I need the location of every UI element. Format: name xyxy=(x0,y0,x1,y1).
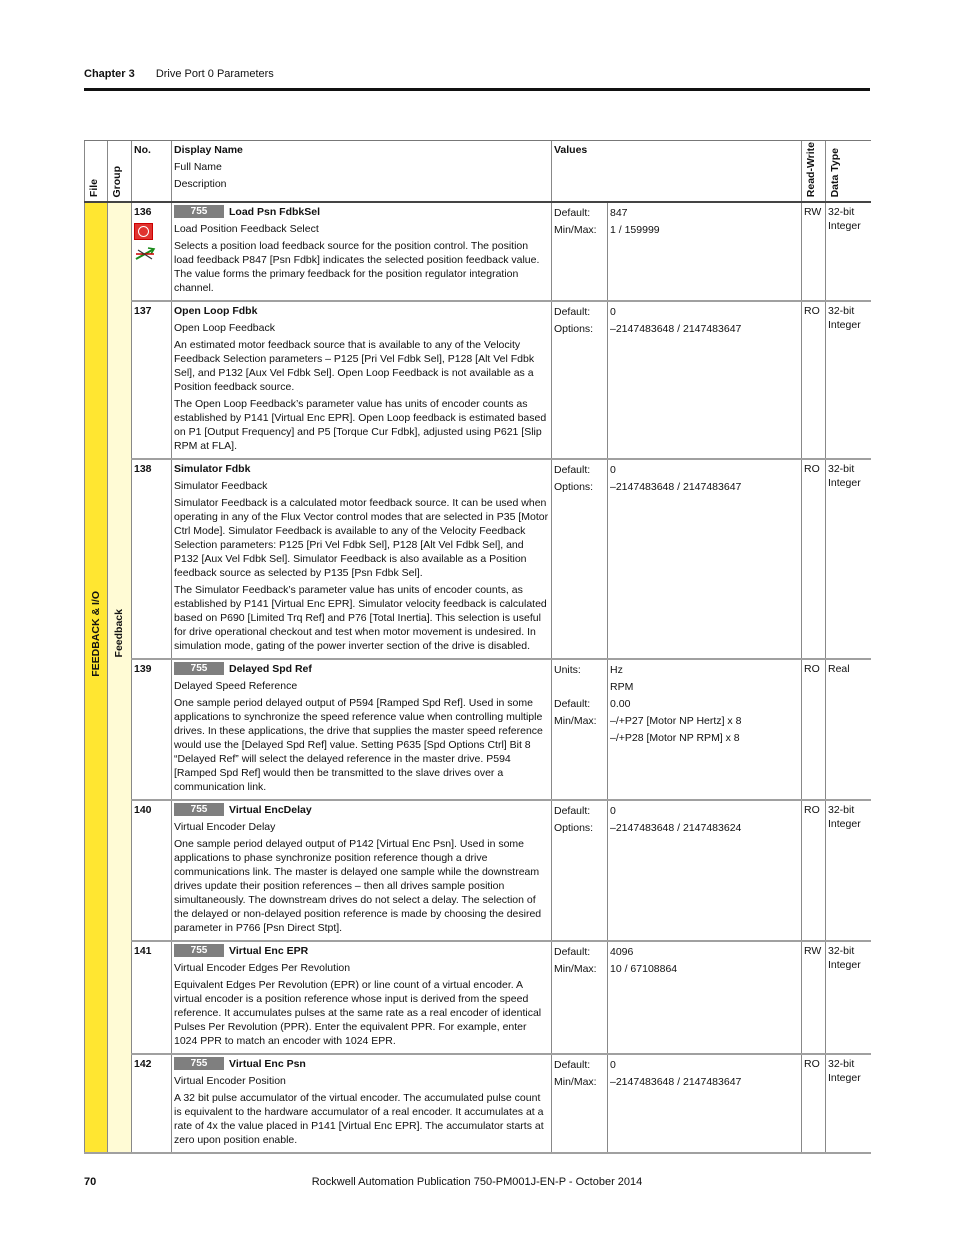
product-badge: 755 xyxy=(174,944,224,957)
value-range: –2147483648 / 2147483647 xyxy=(610,323,742,335)
product-badge: 755 xyxy=(174,662,224,675)
value-range: –2147483648 / 2147483647 xyxy=(610,481,742,493)
value-default: 847 xyxy=(610,207,628,219)
col-no: No. xyxy=(132,141,172,203)
col-file: File xyxy=(88,178,100,197)
group-cell xyxy=(108,202,132,1153)
value-range: –2147483648 / 2147483624 xyxy=(610,822,742,834)
col-group: Group xyxy=(111,165,123,197)
param-display-name: Simulator Fdbk xyxy=(174,463,251,475)
param-rw: RO xyxy=(802,301,826,459)
param-rw: RW xyxy=(802,941,826,1054)
header-rule xyxy=(84,88,870,91)
param-description: A 32 bit pulse accumulator of the virtual encoder. The accumulated pulse count is equivalent to the hardware accumulator of a real encoder. It accumulates at a rate of 4x the value placed in P141 [Virtual Enc EPR]. The accumulator starts at zero upon position enable. xyxy=(174,1092,544,1146)
value-key: Options: xyxy=(554,323,594,335)
product-badge: 755 xyxy=(174,205,224,218)
table-row xyxy=(85,1054,871,1153)
param-number: 138 xyxy=(132,459,172,659)
col-read-write: Read-Write xyxy=(805,141,817,197)
value-range: –/+P27 [Motor NP Hertz] x 8 xyxy=(610,715,742,727)
table-row xyxy=(85,800,871,941)
file-cell xyxy=(85,202,108,1153)
param-description: The Open Loop Feedback’s parameter value has units of encoder counts as established by P141 [Virtual Enc EPR]. Open Loop feedback is estimated based on P1 [Output Frequency] and P5 [Torque Cur Fdbk], adjusted using P621 [Slip RPM at FLA]. xyxy=(174,398,547,452)
param-number: 140 xyxy=(132,800,172,941)
param-description: Simulator Feedback is a calculated motor feedback source. It can be used when operating in any of the Flux Vector control modes that are selected in P35 [Motor Ctrl Mode]. Simulator Feedback is available to any of the Velocity Feedback Selection parameters: P125 [Pri Vel Fdbk Sel], P128 [Alt Vel Fdbk Sel], and P132 [Aux Vel Fdbk Sel]. Simulator Feedback is also available as a Position feedback source as selected by P135 [Psn Fdbk Sel]. xyxy=(174,497,549,579)
param-description: One sample period delayed output of P142 [Virtual Enc Psn]. Used in some applications to phase synchronize position reference though a drive communications link. The master is delayed one sample while the downstream drives update their position references – then all drives sample position simultaneously. The downstream drives do not select a delay. The selection of the delayed or non-delayed position reference is made by choosing the desired parameter in P766 [Psn Direct Stpt]. xyxy=(174,838,542,934)
value-key: Default: xyxy=(554,207,591,219)
chapter-title: Drive Port 0 Parameters xyxy=(155,68,274,80)
col-display-name: Display Name xyxy=(174,144,243,156)
param-display-name: Virtual EncDelay xyxy=(229,804,312,816)
param-rw: RO xyxy=(802,1054,826,1153)
value-key: Default: xyxy=(554,464,591,476)
value-default: 4096 xyxy=(610,946,634,958)
param-number: 136 xyxy=(134,206,152,218)
col-full-name: Full Name xyxy=(174,161,222,173)
param-full-name: Load Position Feedback Select xyxy=(174,223,319,235)
value-range: 1 / 159999 xyxy=(610,224,660,236)
table-row xyxy=(85,659,871,800)
value-key: Default: xyxy=(554,805,591,817)
page-number: 70 xyxy=(84,1176,97,1188)
param-type: 32-bit Integer xyxy=(826,800,871,941)
table-header-row xyxy=(85,141,871,203)
col-description: Description xyxy=(174,178,227,190)
param-rw: RO xyxy=(802,800,826,941)
param-display-name: Virtual Enc Psn xyxy=(229,1058,306,1070)
value-default: 0 xyxy=(610,306,616,318)
value-key: Min/Max: xyxy=(554,715,597,727)
param-number: 141 xyxy=(132,941,172,1054)
param-display-name: Load Psn FdbkSel xyxy=(229,206,321,218)
value-unit: Hz xyxy=(610,664,623,676)
value-key: Min/Max: xyxy=(554,963,597,975)
group-label: Feedback xyxy=(113,609,125,658)
value-key: Default: xyxy=(554,698,591,710)
value-key: Default: xyxy=(554,1059,591,1071)
param-rw: RW xyxy=(802,202,826,301)
value-unit: RPM xyxy=(610,681,634,693)
param-description: An estimated motor feedback source that is available to any of the Velocity Feedback Selection parameters – P125 [Pri Vel Fdbk Sel], P128 [Alt Vel Fdbk Sel], and P132 [Aux Vel Fdbk Sel]. Open Loop Feedback is not available as a Position feedback source. xyxy=(174,339,535,393)
param-type: 32-bit Integer xyxy=(826,941,871,1054)
param-number: 139 xyxy=(132,659,172,800)
value-default: 0.00 xyxy=(610,698,631,710)
param-full-name: Simulator Feedback xyxy=(174,480,268,492)
publication-footer: Rockwell Automation Publication 750-PM001J-EN-P - October 2014 xyxy=(311,1176,643,1188)
value-range: –/+P28 [Motor NP RPM] x 8 xyxy=(610,732,740,744)
value-default: 0 xyxy=(610,464,616,476)
param-full-name: Virtual Encoder Edges Per Revolution xyxy=(174,962,351,974)
param-type: 32-bit Integer xyxy=(826,459,871,659)
value-key: Options: xyxy=(554,822,594,834)
param-full-name: Virtual Encoder Delay xyxy=(174,821,276,833)
chapter-label: Chapter 3 xyxy=(84,68,135,80)
param-type: 32-bit Integer xyxy=(826,202,871,301)
param-full-name: Delayed Speed Reference xyxy=(174,680,298,692)
value-default: 0 xyxy=(610,805,616,817)
value-key: Units: xyxy=(554,664,581,676)
param-rw: RO xyxy=(802,659,826,800)
param-description: The Simulator Feedback’s parameter value has units of encoder counts, as established by P141 [Virtual Enc EPR]. Simulator velocity feedback is calculated based on P690 [Limited Trq Ref] and P76 [Total Inertia]. This selection is useful for drive operational checkout and test when motor movement is undesired. In simulation mode, gating of the power inverter section of the drive is disabled. xyxy=(174,584,547,652)
value-default: 0 xyxy=(610,1059,616,1071)
param-description: Selects a position load feedback source for the position control. The position load feedback P847 [Psn Fdbk] indicates the selected position feedback value. The value forms the primary feedback for the position regulator integration channel. xyxy=(174,240,540,294)
product-badge: 755 xyxy=(174,1057,224,1070)
param-description: Equivalent Edges Per Revolution (EPR) or line count of a virtual encoder. A virtual encoder is a position reference whose input is derived from the speed reference. It accumulates pulses at the same rate as a real encoder of identical Pulses Per Revolution (PPR). Enter the equivalent PPR. For example, enter 1024 PPR to match an encoder with 1024 EPR. xyxy=(174,979,542,1047)
file-label: FEEDBACK & I/O xyxy=(90,591,102,677)
param-full-name: Open Loop Feedback xyxy=(174,322,275,334)
table-row xyxy=(85,301,871,459)
param-rw: RO xyxy=(802,459,826,659)
param-type: Real xyxy=(826,659,871,800)
param-number: 137 xyxy=(132,301,172,459)
stop-icon xyxy=(134,223,153,240)
table-row xyxy=(85,459,871,659)
param-display-name: Open Loop Fdbk xyxy=(174,305,258,317)
value-range: 10 / 67108864 xyxy=(610,963,678,975)
value-key: Default: xyxy=(554,946,591,958)
value-key: Min/Max: xyxy=(554,224,597,236)
value-range: –2147483648 / 2147483647 xyxy=(610,1076,742,1088)
param-description: One sample period delayed output of P594 [Ramped Spd Ref]. Used in some applications to synchronize the speed reference value when controlling multiple drives. In these applications, the drive that supplies the master speed reference would use the [Delayed Spd Ref] value. Setting P635 [Spd Options Ctrl] Bit 8 “Delayed Ref” will select the delayed reference in the master drive. P594 [Ramped Spd Ref] would then be transmitted to the slave drives over a communication link. xyxy=(174,697,543,793)
table-row xyxy=(85,202,871,301)
running-header xyxy=(84,68,274,80)
col-values: Values xyxy=(552,141,802,203)
param-type: 32-bit Integer xyxy=(826,301,871,459)
value-key: Min/Max: xyxy=(554,1076,597,1088)
value-key: Options: xyxy=(554,481,594,493)
product-badge: 755 xyxy=(174,803,224,816)
parameter-table xyxy=(84,140,871,1154)
col-data-type: Data Type xyxy=(829,147,841,197)
value-key: Default: xyxy=(554,306,591,318)
param-number: 142 xyxy=(132,1054,172,1153)
param-display-name: Delayed Spd Ref xyxy=(229,663,312,675)
param-full-name: Virtual Encoder Position xyxy=(174,1075,286,1087)
table-row xyxy=(85,941,871,1054)
param-type: 32-bit Integer xyxy=(826,1054,871,1153)
swap-arrows-icon xyxy=(134,246,156,262)
param-display-name: Virtual Enc EPR xyxy=(229,945,309,957)
